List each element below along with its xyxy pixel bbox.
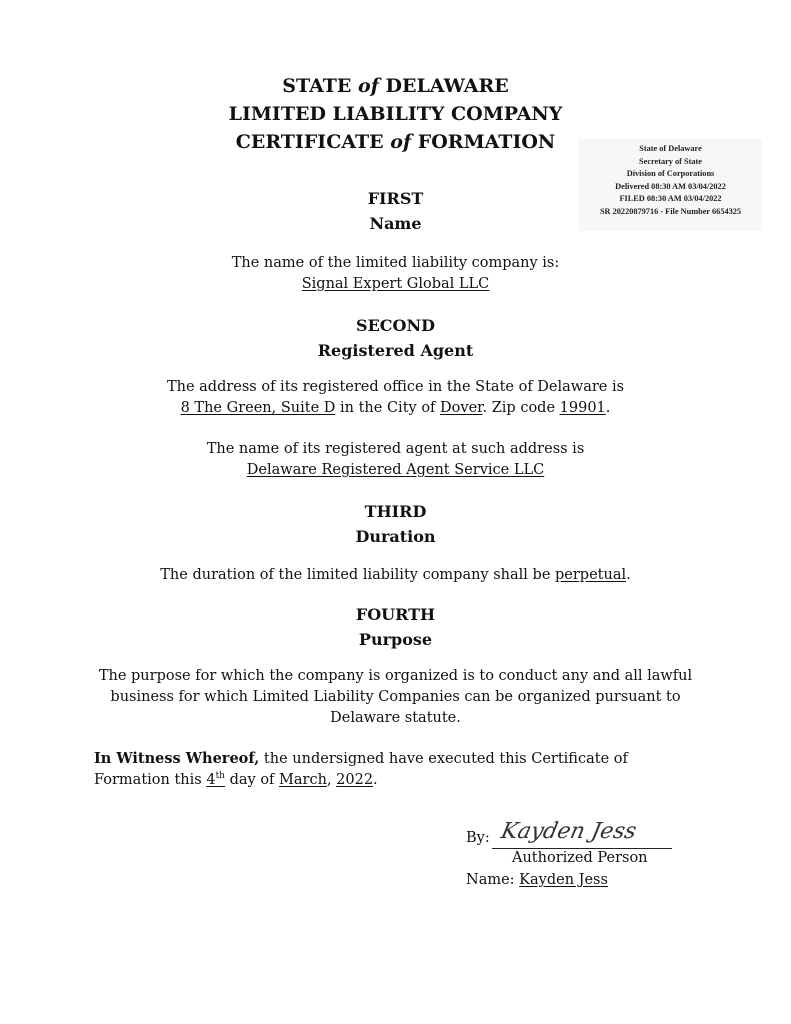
section-third-text: The duration of the limited liability company shall be perpetual.	[160, 567, 631, 583]
signer-name: Kayden Jess	[519, 872, 608, 888]
duration-value: perpetual	[555, 567, 627, 583]
section-first-heading: FIRST Name	[367, 189, 424, 233]
section-fourth-heading: FOURTH Purpose	[355, 605, 436, 649]
authorized-person-label: Authorized Person	[512, 850, 648, 866]
stamp-line: FILED 08:30 AM 03/04/2022	[619, 194, 722, 203]
stamp-line: Secretary of State	[639, 156, 702, 166]
title-line-2: LIMITED LIABILITY COMPANY	[228, 103, 563, 125]
title-line-1: STATE of DELAWARE	[282, 75, 509, 97]
section-fourth-text: The purpose for which the company is organized is to conduct any and all lawful business for which Limited Liability Companies can be organized pursuant to Delaware statute.	[98, 668, 693, 726]
execution-month: March	[279, 772, 327, 788]
section-second-address: The address of its registered office in the State of Delaware is 8 The Green, Suite D in the City of Dover. Zip code 19901.	[166, 379, 625, 416]
by-label: By:	[466, 830, 490, 846]
signature-text: Kayden Jess	[498, 818, 639, 844]
registered-zip: 19901	[559, 400, 606, 416]
execution-day: 4th	[206, 771, 225, 788]
section-third-heading: THIRD Duration	[355, 502, 436, 546]
signer-name-line: Name: Kayden Jess	[466, 872, 608, 888]
stamp-line: SR 20220879716 - File Number 6654325	[599, 206, 742, 216]
section-second-agent: The name of its registered agent at such address is Delaware Registered Agent Service LLC	[206, 441, 585, 478]
title-line-3: CERTIFICATE of FORMATION	[235, 131, 556, 153]
stamp-line: Delivered 08:30 AM 03/04/2022	[615, 181, 726, 191]
registered-city: Dover	[440, 400, 483, 416]
company-name: Signal Expert Global LLC	[301, 276, 490, 292]
execution-year: 2022	[336, 772, 374, 788]
stamp-line: State of Delaware	[639, 144, 702, 153]
registered-address: 8 The Green, Suite D	[180, 400, 336, 416]
section-second-heading: SECOND Registered Agent	[317, 316, 474, 360]
signature-line	[492, 848, 672, 849]
section-first-text: The name of the limited liability company is: Signal Expert Global LLC	[231, 255, 560, 292]
witness-clause: In Witness Whereof, the undersigned have executed this Certificate of Formation this 4th day of March, 2022.	[94, 750, 628, 788]
stamp-line: Division of Corporations	[626, 169, 715, 178]
handwritten-signature	[494, 810, 674, 850]
registered-agent-name: Delaware Registered Agent Service LLC	[246, 462, 545, 478]
